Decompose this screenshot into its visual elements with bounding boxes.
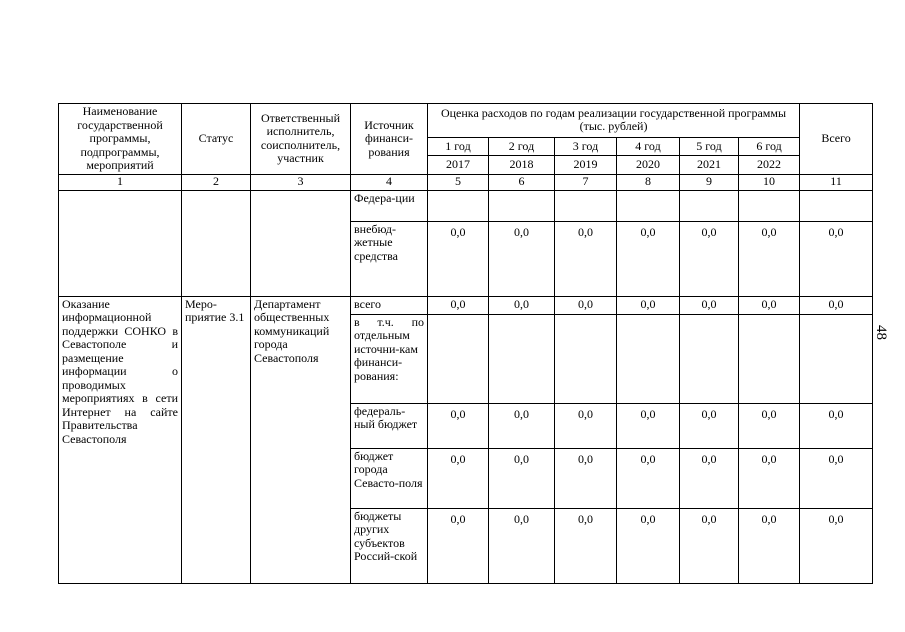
year-label: 1 год [428, 137, 489, 155]
value-cell: 0,0 [555, 221, 617, 296]
value-cell: 0,0 [428, 508, 489, 583]
column-number: 9 [680, 174, 739, 190]
value-cell: 0,0 [739, 403, 800, 448]
table-row [59, 296, 873, 314]
value-cell: 0,0 [800, 221, 873, 296]
column-number: 1 [59, 174, 182, 190]
header-total: Всего [800, 104, 873, 175]
value-cell: 0,0 [739, 508, 800, 583]
measure-status: Меро-приятие 3.1 [182, 296, 251, 583]
value-cell: 0,0 [555, 296, 617, 314]
empty-name-cell [59, 190, 182, 296]
value-cell: 0,0 [428, 296, 489, 314]
source-cell: в т.ч. по отдельным источни-кам финанси-рования: [351, 314, 428, 403]
value-cell: 0,0 [800, 448, 873, 508]
column-number: 11 [800, 174, 873, 190]
value-cell: 0,0 [617, 403, 680, 448]
column-number: 7 [555, 174, 617, 190]
page-number: 48 [873, 325, 889, 340]
value-cell: 0,0 [617, 221, 680, 296]
header-source: Источник финанси-рования [351, 104, 428, 175]
value-cell: 0,0 [739, 221, 800, 296]
value-cell: 0,0 [428, 221, 489, 296]
value-cell: 0,0 [800, 508, 873, 583]
table-row [59, 190, 873, 221]
value-cell: 0,0 [428, 403, 489, 448]
value-cell: 0,0 [489, 221, 555, 296]
empty-responsible-cell [251, 190, 351, 296]
column-number: 10 [739, 174, 800, 190]
value-cell: 0,0 [680, 403, 739, 448]
source-cell: Федера-ции [351, 190, 428, 221]
source-cell: всего [351, 296, 428, 314]
column-number: 5 [428, 174, 489, 190]
value-cell: 0,0 [555, 448, 617, 508]
value-cell: 0,0 [617, 296, 680, 314]
year-label: 2 год [489, 137, 555, 155]
expenditure-table [58, 103, 873, 584]
header-responsible: Ответственный исполнитель, соисполнитель, участник [251, 104, 351, 175]
source-cell: внебюд-жетные средства [351, 221, 428, 296]
year-label: 4 год [617, 137, 680, 155]
column-number: 6 [489, 174, 555, 190]
column-number: 2 [182, 174, 251, 190]
value-cell: 0,0 [680, 296, 739, 314]
value-cell: 0,0 [680, 221, 739, 296]
header-status: Статус [182, 104, 251, 175]
year-label: 3 год [555, 137, 617, 155]
value-cell: 0,0 [489, 448, 555, 508]
year-label: 6 год [739, 137, 800, 155]
year-value: 2022 [739, 156, 800, 174]
measure-responsible: Департамент общественных коммуникаций города Севастополя [251, 296, 351, 583]
header-estimate: Оценка расходов по годам реализации государственной программы (тыс. рублей) [428, 104, 800, 138]
value-cell: 0,0 [555, 508, 617, 583]
value-cell: 0,0 [617, 448, 680, 508]
value-cell: 0,0 [489, 508, 555, 583]
source-cell: федераль-ный бюджет [351, 403, 428, 448]
measure-name: Оказание информационной поддержки СОНКО в Севастополе и размещение информации о проводимых мероприятиях в сети Интернет на сайте Правительства Севастополя [59, 296, 182, 583]
value-cell: 0,0 [739, 448, 800, 508]
value-cell: 0,0 [739, 296, 800, 314]
year-value: 2019 [555, 156, 617, 174]
value-cell: 0,0 [800, 296, 873, 314]
value-cell: 0,0 [489, 296, 555, 314]
header-name: Наименование государственной программы, подпрограммы, мероприятий [59, 104, 182, 175]
column-number: 8 [617, 174, 680, 190]
year-value: 2018 [489, 156, 555, 174]
value-cell: 0,0 [555, 403, 617, 448]
value-cell: 0,0 [489, 403, 555, 448]
source-cell: бюджет города Севасто-поля [351, 448, 428, 508]
year-value: 2020 [617, 156, 680, 174]
value-cell: 0,0 [617, 508, 680, 583]
column-number: 4 [351, 174, 428, 190]
source-cell: бюджеты других субъектов Россий-ской [351, 508, 428, 583]
year-value: 2021 [680, 156, 739, 174]
year-value: 2017 [428, 156, 489, 174]
year-label: 5 год [680, 137, 739, 155]
empty-status-cell [182, 190, 251, 296]
value-cell: 0,0 [680, 508, 739, 583]
column-number: 3 [251, 174, 351, 190]
value-cell: 0,0 [800, 403, 873, 448]
value-cell: 0,0 [680, 448, 739, 508]
value-cell: 0,0 [428, 448, 489, 508]
